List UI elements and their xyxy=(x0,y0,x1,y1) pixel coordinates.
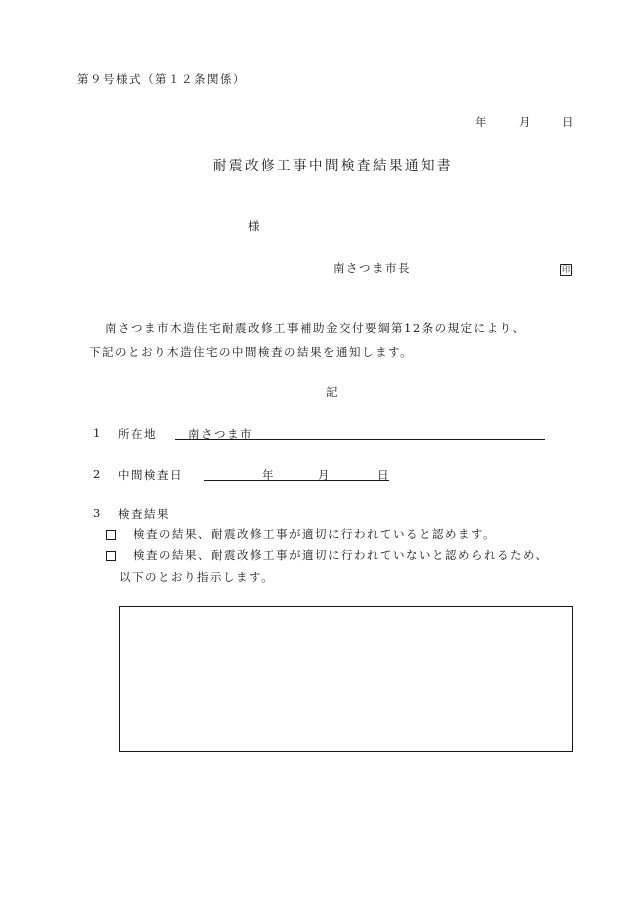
date-year-label: 年 xyxy=(475,115,487,129)
form-number: 第９号様式（第１２条関係） xyxy=(77,72,246,86)
result-checkbox-2[interactable] xyxy=(106,549,116,563)
addressee-suffix: 様 xyxy=(248,219,260,233)
result-option-2-continuation: 以下のとおり指示します。 xyxy=(119,570,275,584)
document-title: 耐震改修工事中間検査結果通知書 xyxy=(213,158,453,174)
body-line-1: 南さつま市木造住宅耐震改修工事補助金交付要綱第12条の規定により、 xyxy=(105,321,526,335)
item-label: 検査結果 xyxy=(118,507,170,521)
item-label: 中間検査日 xyxy=(118,468,183,482)
location-value: 南さつま市 xyxy=(188,427,253,441)
inspection-day-label: 日 xyxy=(377,468,389,482)
item-label: 所在地 xyxy=(118,427,157,441)
instruction-box[interactable] xyxy=(119,606,573,752)
inspection-date-field[interactable] xyxy=(204,465,389,481)
result-checkbox-1[interactable] xyxy=(106,528,116,542)
item-number: 3 xyxy=(93,506,101,520)
date-month-label: 月 xyxy=(519,115,531,129)
body-line-2: 下記のとおり木造住宅の中間検査の結果を通知します。 xyxy=(89,345,414,359)
inspection-month-label: 月 xyxy=(318,468,330,482)
item-number: 2 xyxy=(93,467,101,481)
inspection-year-label: 年 xyxy=(262,468,274,482)
seal-label: 印 xyxy=(562,265,570,274)
result-option-1: 検査の結果、耐震改修工事が適切に行われていると認めます。 xyxy=(133,527,497,541)
date-day-label: 日 xyxy=(562,115,574,129)
result-option-2: 検査の結果、耐震改修工事が適切に行われていないと認められるため、 xyxy=(133,548,549,562)
ki-heading: 記 xyxy=(326,385,338,399)
item-number: 1 xyxy=(93,426,101,440)
sender-name: 南さつま市長 xyxy=(333,261,411,275)
seal-mark xyxy=(560,261,572,276)
